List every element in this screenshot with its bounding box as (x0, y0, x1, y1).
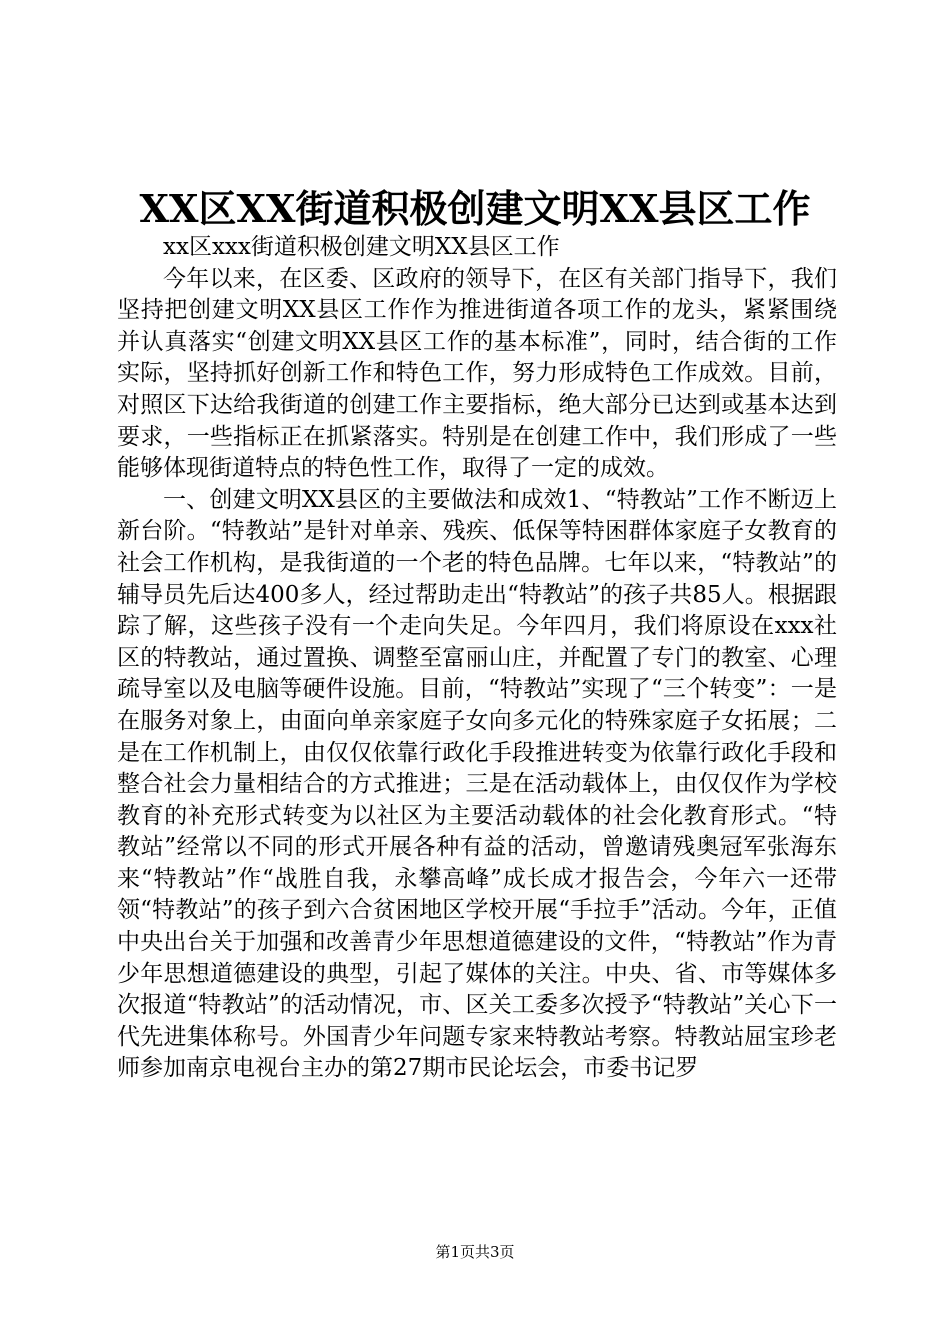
paragraph-section-one: 一、创建文明XX县区的主要做法和成效1、“特教站”工作不断迈上新台阶。“特教站”是针对单亲、残疾、低保等特困群体家庭子女教育的社会工作机构，是我街道的一个老的特色品牌。七年以来，“特教站”的辅导员先后达400多人，经过帮助走出“特教站”的孩子共85人。根据跟踪了解，这些孩子没有一个走向失足。今年四月，我们将原设在xxx社区的特教站，通过置换、调整至富丽山庄，并配置了专门的教室、心理疏导室以及电脑等硬件设施。目前，“特教站”实现了“三个转变”：一是在服务对象上，由面向单亲家庭子女向多元化的特殊家庭子女拓展；二是在工作机制上，由仅仅依靠行政化手段推进转变为依靠行政化手段和整合社会力量相结合的方式推进；三是在活动载体上，由仅仅作为学校教育的补充形式转变为以社区为主要活动载体的社会化教育形式。“特教站”经常以不同的形式开展各种有益的活动，曾邀请残奥冠军张海东来“特教站”作“战胜自我，永攀高峰”成长成才报告会，今年六一还带领“特教站”的孩子到六合贫困地区学校开展“手拉手”活动。今年，正值中央出台关于加强和改善青少年思想道德建设的文件，“特教站”作为青少年思想道德建设的典型，引起了媒体的关注。中央、省、市等媒体多次报道“特教站”的活动情况，市、区关工委多次授予“特教站”关心下一代先进集体称号。外国青少年问题专家来特教站考察。特教站屈宝珍老师参加南京电视台主办的第27期市民论坛会，市委书记罗 (117, 486, 837, 1082)
page-footer (0, 1242, 950, 1262)
page-number-total: 共3页 (475, 1243, 515, 1261)
document-body (117, 232, 837, 1085)
page-number-current: 第1页 (435, 1243, 475, 1261)
paragraph-intro: 今年以来，在区委、区政府的领导下，在区有关部门指导下，我们坚持把创建文明XX县区工作作为推进街道各项工作的龙头，紧紧围绕并认真落实“创建文明XX县区工作的基本标准”，同时，结合街的工作实际，坚持抓好创新工作和特色工作，努力形成特色工作成效。目前，对照区下达给我街道的创建工作主要指标，绝大部分已达到或基本达到要求，一些指标正在抓紧落实。特别是在创建工作中，我们形成了一些能够体现街道特点的特色性工作，取得了一定的成效。 (117, 265, 837, 482)
paragraph-subtitle: xx区xxx街道积极创建文明XX县区工作 (163, 234, 560, 260)
document-title: XX区XX街道积极创建文明XX县区工作 (139, 186, 811, 231)
